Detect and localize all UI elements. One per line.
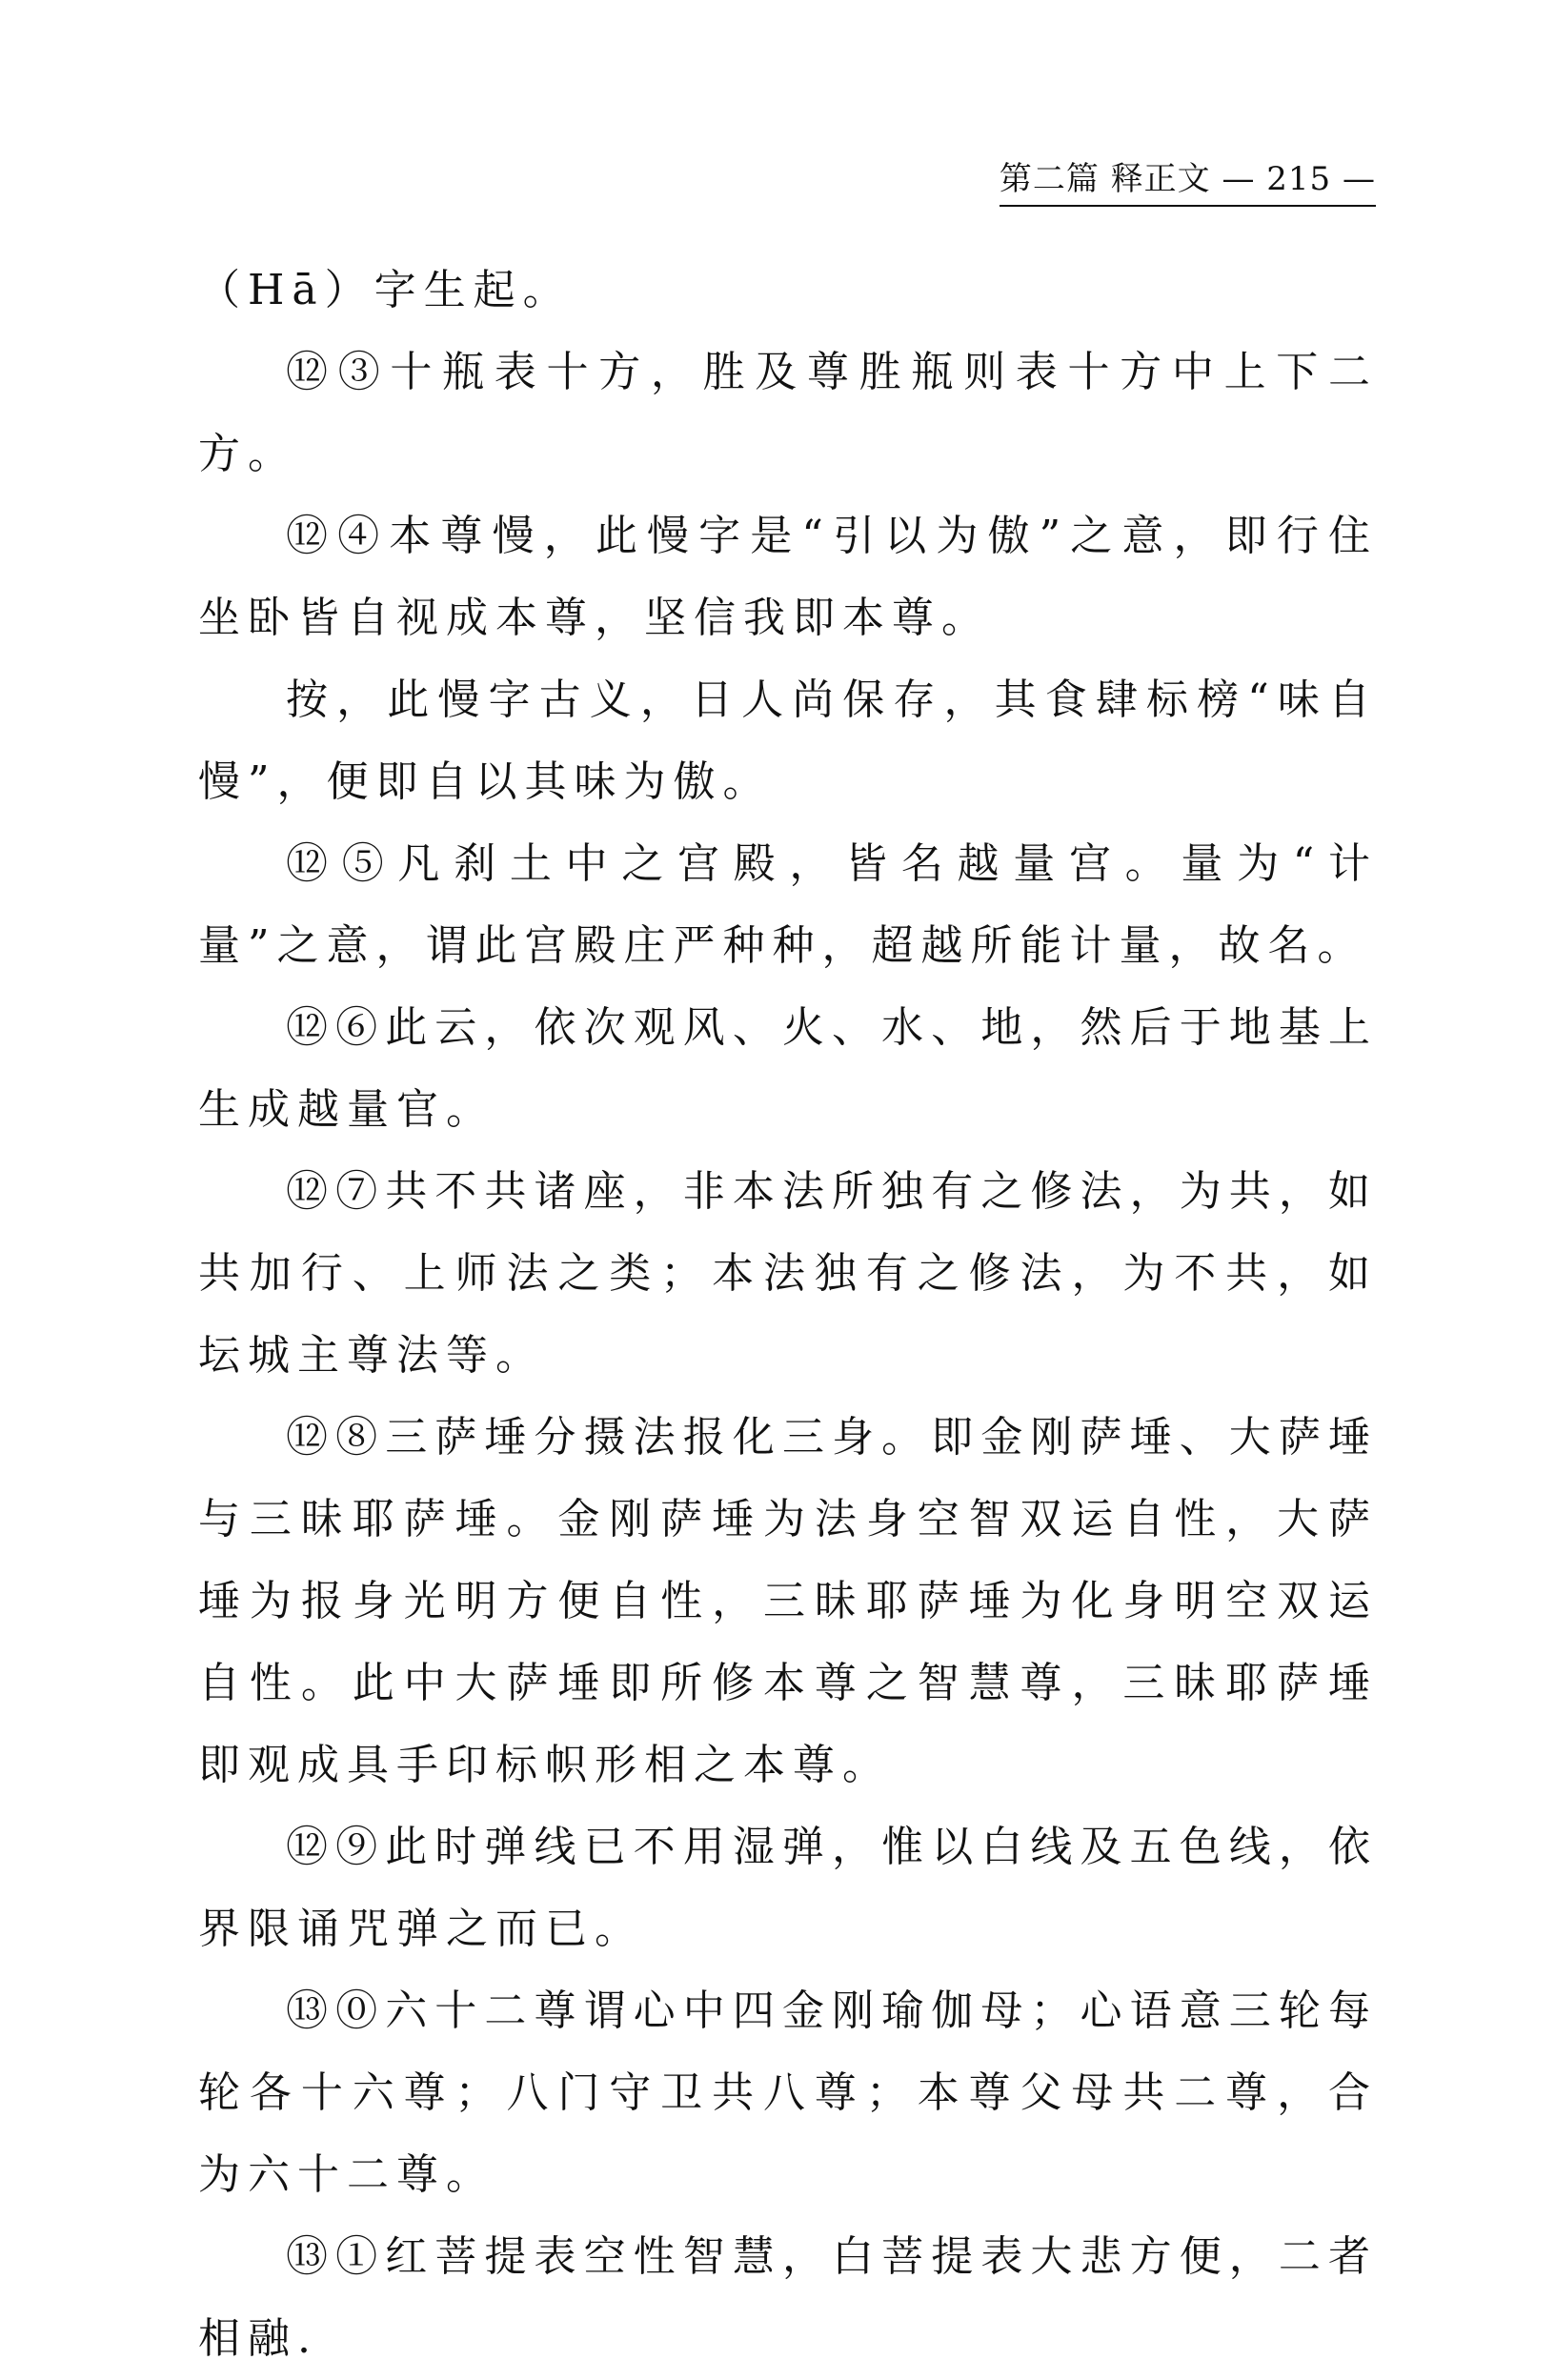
note-126: ⑫⑥此云，依次观风、火、水、地，然后于地基上生成越量官。 [198,1003,1378,1134]
note-128: ⑫⑧三萨埵分摄法报化三身。即金刚萨埵、大萨埵与三昧耶萨埵。金刚萨埵为法身空智双运自性，大萨埵为报身光明方便自性，三昧耶萨埵为化身明空双运自性。此中大萨埵即所修本尊之智慧尊，三昧耶萨埵即观成具手印标帜形相之本尊。 [198,1413,1378,1789]
note-124: ⑫④本尊慢，此慢字是“引以为傲”之意，即行住坐卧皆自视成本尊，坚信我即本尊。 [198,512,1378,642]
note-129: ⑫⑨此时弹线已不用湿弹，惟以白线及五色线，依界限诵咒弹之而已。 [198,1823,1378,1953]
paragraph-continuation: （Hā）字生起。 [198,266,573,314]
body-text [198,250,1378,2380]
running-header: 第二篇 释正文 — 215 — [1000,152,1376,207]
note-124-commentary: 按，此慢字古义，日人尚保存，其食肆标榜“味自慢”，便即自以其味为傲。 [198,676,1378,806]
note-131: ⑬①红菩提表空性智慧，白菩提表大悲方便，二者相融. [198,2232,1378,2363]
note-125: ⑫⑤凡刹土中之宫殿，皆名越量宫。量为“计量”之意，谓此宫殿庄严种种，超越所能计量，故名。 [198,839,1378,970]
note-130: ⑬⓪六十二尊谓心中四金刚瑜伽母；心语意三轮每轮各十六尊；八门守卫共八尊；本尊父母共二尊，合为六十二尊。 [198,1987,1378,2199]
note-123: ⑫③十瓶表十方，胜及尊胜瓶则表十方中上下二方。 [198,348,1378,478]
note-127: ⑫⑦共不共诸座，非本法所独有之修法，为共，如共加行、上师法之类；本法独有之修法，为不共，如坛城主尊法等。 [198,1167,1378,1380]
